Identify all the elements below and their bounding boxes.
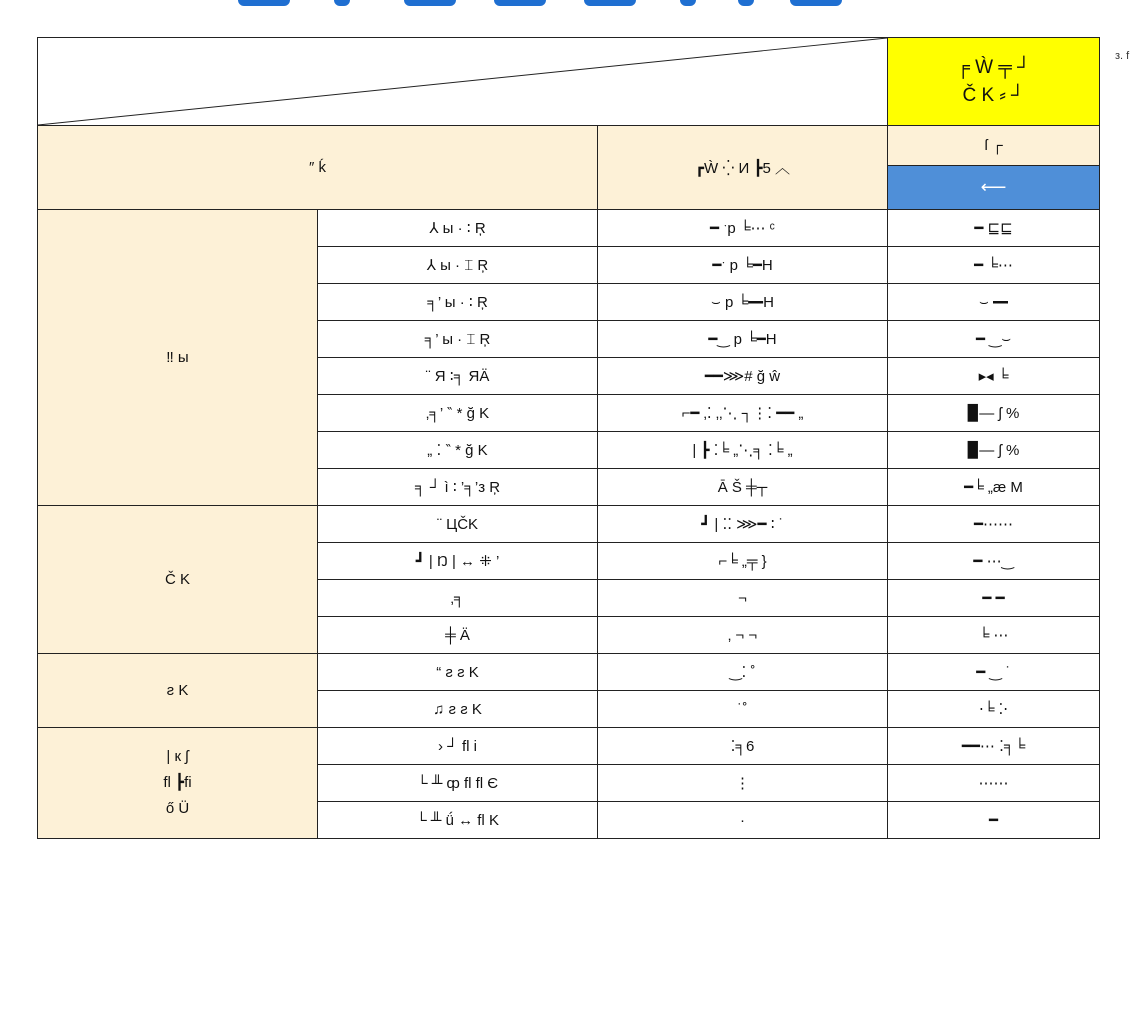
value-cell: ━‿ p ╘━H <box>598 321 888 358</box>
extra-cell: ▸◂ ╘ <box>888 358 1100 395</box>
strip-segment <box>738 0 754 6</box>
item-cell: ¨ ЦČK <box>318 506 598 543</box>
group-label-line: ő Ü <box>165 800 190 817</box>
strip-segment <box>334 0 350 6</box>
arrow-icon: ⟵ <box>888 166 1100 210</box>
group-label-line: ﬂ ┣ﬁ <box>163 774 192 791</box>
item-cell: ‚╕ <box>318 580 598 617</box>
table-row <box>38 654 1100 691</box>
extra-cell: ⋯⋯ <box>888 765 1100 802</box>
item-cell: ♫ ƨ ƨ K <box>318 691 598 728</box>
extra-cell: ━ ‿⌣ <box>888 321 1100 358</box>
value-cell: ━━⋙# ğ ŵ <box>598 358 888 395</box>
extra-cell: ━ ‿ ˙ <box>888 654 1100 691</box>
strip-segment <box>584 0 636 6</box>
value-cell: ⌣ p ╘━H <box>598 284 888 321</box>
extra-cell: ⌣ ━ <box>888 284 1100 321</box>
column-right-top-header: ſ ┌ <box>888 126 1100 166</box>
extra-cell: ━╘ „æ M <box>888 469 1100 506</box>
strip-segment <box>238 0 290 6</box>
column-group-header: ″ ḱ <box>38 126 598 210</box>
value-cell: · <box>598 802 888 839</box>
diagonal-line <box>38 38 887 125</box>
table-row <box>38 728 1100 765</box>
value-cell: | ┣ ⁚╘ „⋱╕ ⁚╘ „ <box>598 432 888 469</box>
side-note: з. f <box>1115 50 1130 62</box>
yellow-title-line1: ╒ Ẁ ╤ ┘ <box>956 56 1031 78</box>
item-cell: “ ƨ ƨ K <box>318 654 598 691</box>
extra-cell: ━ <box>888 802 1100 839</box>
top-decorative-strip <box>0 0 1136 16</box>
item-cell: ╕ ┘ ì ∶ ’╕’з Ŗ <box>318 469 598 506</box>
group-label: ‼ ы <box>38 210 318 506</box>
value-cell: ⌐━ ‚⁚ ‚‚⋱ ┐⋮⁚ ━━ „ <box>598 395 888 432</box>
value-cell: ┛ | ⁚⁚ ⋙━ ∶ ˙ <box>598 506 888 543</box>
extra-cell: ▉— ʃ % <box>888 395 1100 432</box>
strip-segment <box>404 0 456 6</box>
value-cell: ━ˑ p ╘━H <box>598 247 888 284</box>
item-cell: ‚╕’ ‶ * ğ K <box>318 395 598 432</box>
value-cell: Ā Š ╪┬ <box>598 469 888 506</box>
item-cell: ⅄ ы · ⌶ Ŗ <box>318 247 598 284</box>
group-label: Č K <box>38 506 318 654</box>
column-value-header: ┏Ẁ ⁛ И ┣5 ︿ <box>598 126 888 210</box>
value-cell: ¬ <box>598 580 888 617</box>
group-label-line: | к ʃ <box>166 748 189 765</box>
extra-cell: ━━⋯ ⁚╕╘ <box>888 728 1100 765</box>
header-row-mid <box>38 126 1100 166</box>
strip-segment <box>494 0 546 6</box>
group-label <box>38 728 318 839</box>
group-label: ƨ K <box>38 654 318 728</box>
extra-cell: ━ ╘⋯ <box>888 247 1100 284</box>
extra-cell: ▉— ʃ % <box>888 432 1100 469</box>
yellow-title-cell <box>888 38 1100 126</box>
value-cell: ‚ ¬ ¬ <box>598 617 888 654</box>
item-cell: ╕’ ы · ⌶ Ŗ <box>318 321 598 358</box>
spec-table <box>37 37 1100 839</box>
extra-cell: ━⋯⋯ <box>888 506 1100 543</box>
item-cell: ┛ | Ŋ | ↔ ⁜ ’ <box>318 543 598 580</box>
extra-cell: ━ ━ <box>888 580 1100 617</box>
extra-cell: ━ ⊑⊑ <box>888 210 1100 247</box>
diagonal-corner-cell <box>38 38 888 126</box>
item-cell: ╕’ ы · ∶ Ŗ <box>318 284 598 321</box>
value-cell: ‿⁚ ˚ <box>598 654 888 691</box>
strip-segment <box>680 0 696 6</box>
strip-segment <box>790 0 842 6</box>
value-cell: ⁚╕6 <box>598 728 888 765</box>
table-row <box>38 506 1100 543</box>
item-cell: „ ⁚ ‶ * ğ K <box>318 432 598 469</box>
table-row <box>38 210 1100 247</box>
value-cell: ˙˚ <box>598 691 888 728</box>
item-cell: └ ╨ ȹ ﬂ ﬂ Є <box>318 765 598 802</box>
extra-cell: ━ ⋯‿ <box>888 543 1100 580</box>
item-cell: └ ╨ ǘ ↔ ﬂ K <box>318 802 598 839</box>
item-cell: ¨ Я ∶╕ ЯÄ <box>318 358 598 395</box>
value-cell: ⋮ <box>598 765 888 802</box>
value-cell: ━ ˑp ╘⋯ ᶜ <box>598 210 888 247</box>
extra-cell: ⋅╘ ⁚⋅ <box>888 691 1100 728</box>
item-cell: ╪ Ä <box>318 617 598 654</box>
extra-cell: ╘ ⋯ <box>888 617 1100 654</box>
item-cell: › ┘ ﬂ i <box>318 728 598 765</box>
item-cell: ⅄ ы · ∶ Ŗ <box>318 210 598 247</box>
header-row-top <box>38 38 1100 126</box>
yellow-title-line2: Č K ⸗ ┘ <box>962 84 1025 106</box>
value-cell: ⌐╘ „╤ } <box>598 543 888 580</box>
